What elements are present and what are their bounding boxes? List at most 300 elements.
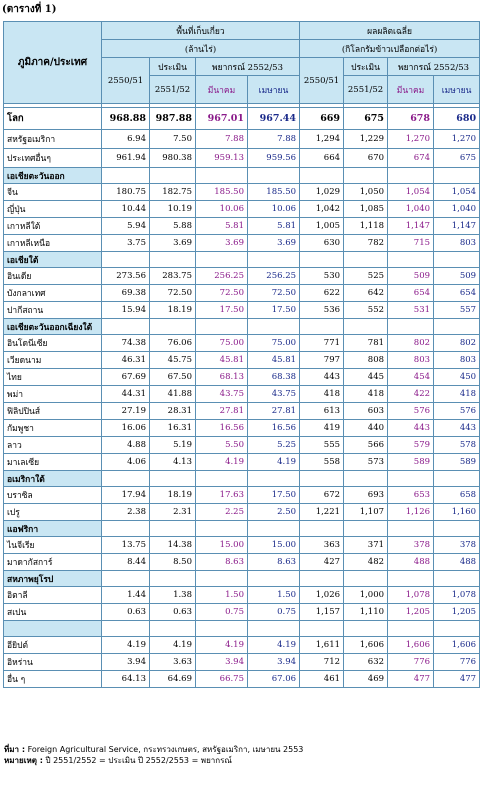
- table-row: [4, 654, 480, 671]
- cell-a2: 76.06: [150, 335, 196, 352]
- cell-a1: 74.38: [102, 335, 150, 352]
- cell-y4: 1,205: [434, 604, 480, 621]
- region-row: [4, 252, 480, 268]
- cell-a3: 43.75: [196, 386, 248, 403]
- cell-a3: 3.94: [196, 654, 248, 671]
- cell-a1: 16.06: [102, 420, 150, 437]
- cell-y4: 557: [434, 302, 480, 319]
- region-row: [4, 471, 480, 487]
- table-caption: (ตารางที่ 1): [2, 4, 57, 15]
- cell-y3: 589: [388, 454, 434, 471]
- cell-a2: 1.38: [150, 587, 196, 604]
- cell-a4: 3.94: [248, 654, 300, 671]
- cell-y1: 1,029: [300, 184, 344, 201]
- cell-y4: 675: [434, 149, 480, 168]
- cell-a4: 27.81: [248, 403, 300, 420]
- cell-y3: 715: [388, 235, 434, 252]
- area-unit-header: (ล้านไร่): [102, 40, 300, 58]
- cell-y1: 427: [300, 554, 344, 571]
- yield-group-header: ผลผลิตเฉลี่ย: [300, 22, 480, 40]
- cell-a2: 16.31: [150, 420, 196, 437]
- cell-a3: 4.19: [196, 637, 248, 654]
- country-name: เกาหลีเหนือ: [4, 235, 102, 252]
- cell-a3: 17.63: [196, 487, 248, 504]
- area-group-header: พื้นที่เก็บเกี่ยว: [102, 22, 300, 40]
- table-row: [4, 130, 480, 149]
- cell-a2: 980.38: [150, 149, 196, 168]
- country-name: อื่น ๆ: [4, 671, 102, 688]
- cell-y3: 803: [388, 352, 434, 369]
- rice-data-table: [3, 21, 480, 688]
- cell-a4: 3.69: [248, 235, 300, 252]
- cell-y3: 1,147: [388, 218, 434, 235]
- cell-y2: 1,085: [344, 201, 388, 218]
- cell-a1: 67.69: [102, 369, 150, 386]
- table-row: [4, 487, 480, 504]
- cell-a2: 72.50: [150, 285, 196, 302]
- cell-a1: 273.56: [102, 268, 150, 285]
- cell-a2: 4.13: [150, 454, 196, 471]
- region-header: ภูมิภาค/ประเทศ: [4, 22, 102, 104]
- cell-y1: 797: [300, 352, 344, 369]
- cell-y1: 1,221: [300, 504, 344, 521]
- cell-a2: 5.88: [150, 218, 196, 235]
- region-row: [4, 621, 480, 637]
- cell-y2: 808: [344, 352, 388, 369]
- cell-a3: 7.88: [196, 130, 248, 149]
- cell-a2: 3.63: [150, 654, 196, 671]
- table-row: [4, 149, 480, 168]
- cell-a2: 41.88: [150, 386, 196, 403]
- cell-a2: 18.19: [150, 302, 196, 319]
- country-name: ฟิลิปปินส์: [4, 403, 102, 420]
- cell-y3: 1,126: [388, 504, 434, 521]
- cell-a1: 8.44: [102, 554, 150, 571]
- cell-y2: 525: [344, 268, 388, 285]
- cell-y3: 1,270: [388, 130, 434, 149]
- year2-header: 2551/52: [150, 76, 196, 104]
- country-name: โลก: [4, 108, 102, 130]
- cell-a2: 2.31: [150, 504, 196, 521]
- cell-a3: 10.06: [196, 201, 248, 218]
- cell-a1: 961.94: [102, 149, 150, 168]
- cell-a1: 4.06: [102, 454, 150, 471]
- cell-y4: 450: [434, 369, 480, 386]
- country-name: ประเทศอื่นๆ: [4, 149, 102, 168]
- table-row: [4, 537, 480, 554]
- cell-y2: 440: [344, 420, 388, 437]
- cell-y2: 603: [344, 403, 388, 420]
- cell-y2: 675: [344, 108, 388, 130]
- cell-a4: 5.25: [248, 437, 300, 454]
- cell-y2: 1,050: [344, 184, 388, 201]
- cell-a2: 64.69: [150, 671, 196, 688]
- country-name: ปากีสถาน: [4, 302, 102, 319]
- cell-y3: 1,040: [388, 201, 434, 218]
- cell-y1: 558: [300, 454, 344, 471]
- cell-a3: 5.50: [196, 437, 248, 454]
- cell-y4: 654: [434, 285, 480, 302]
- cell-a4: 185.50: [248, 184, 300, 201]
- cell-a4: 45.81: [248, 352, 300, 369]
- cell-a2: 45.75: [150, 352, 196, 369]
- cell-a4: 75.00: [248, 335, 300, 352]
- cell-a4: 2.50: [248, 504, 300, 521]
- region-row: [4, 521, 480, 537]
- table-row: [4, 268, 480, 285]
- cell-a2: 987.88: [150, 108, 196, 130]
- country-name: อินเดีย: [4, 268, 102, 285]
- cell-y2: 693: [344, 487, 388, 504]
- cell-a3: 2.25: [196, 504, 248, 521]
- cell-a3: 0.75: [196, 604, 248, 621]
- cell-a3: 15.00: [196, 537, 248, 554]
- cell-y1: 664: [300, 149, 344, 168]
- cell-y2: 670: [344, 149, 388, 168]
- cell-y4: 589: [434, 454, 480, 471]
- table-row: [4, 352, 480, 369]
- cell-a3: 5.81: [196, 218, 248, 235]
- cell-y4: 1,147: [434, 218, 480, 235]
- cell-a1: 15.94: [102, 302, 150, 319]
- cell-a1: 10.44: [102, 201, 150, 218]
- cell-y1: 555: [300, 437, 344, 454]
- cell-y1: 419: [300, 420, 344, 437]
- table-row: [4, 637, 480, 654]
- source-text: Foreign Agricultural Service, กระทรวงเกษตร, สหรัฐอเมริกา, เมษายน 2553: [27, 745, 304, 754]
- cell-y3: 531: [388, 302, 434, 319]
- cell-y3: 1,606: [388, 637, 434, 654]
- country-name: บังกลาเทศ: [4, 285, 102, 302]
- table-row: [4, 437, 480, 454]
- cell-a4: 7.88: [248, 130, 300, 149]
- cell-y3: 454: [388, 369, 434, 386]
- cell-a3: 66.75: [196, 671, 248, 688]
- cell-a4: 15.00: [248, 537, 300, 554]
- cell-y3: 1,078: [388, 587, 434, 604]
- year1-header: 2550/51: [102, 58, 150, 104]
- cell-y2: 445: [344, 369, 388, 386]
- cell-y1: 622: [300, 285, 344, 302]
- cell-a4: 67.06: [248, 671, 300, 688]
- cell-y1: 1,611: [300, 637, 344, 654]
- cell-y4: 803: [434, 352, 480, 369]
- cell-a3: 75.00: [196, 335, 248, 352]
- cell-y2: 1,229: [344, 130, 388, 149]
- cell-y1: 1,042: [300, 201, 344, 218]
- note-label: หมายเหตุ :: [4, 756, 43, 765]
- cell-a1: 64.13: [102, 671, 150, 688]
- cell-y1: 461: [300, 671, 344, 688]
- country-name: ไนจีเรีย: [4, 537, 102, 554]
- cell-a4: 43.75: [248, 386, 300, 403]
- cell-y4: 578: [434, 437, 480, 454]
- cell-y3: 674: [388, 149, 434, 168]
- country-name: กัมพูชา: [4, 420, 102, 437]
- cell-a4: 1.50: [248, 587, 300, 604]
- cell-y3: 678: [388, 108, 434, 130]
- table-row: [4, 302, 480, 319]
- country-name: ญี่ปุ่น: [4, 201, 102, 218]
- region-row: [4, 319, 480, 335]
- cell-y2: 1,000: [344, 587, 388, 604]
- cell-a4: 17.50: [248, 302, 300, 319]
- cell-a1: 180.75: [102, 184, 150, 201]
- table-row: [4, 604, 480, 621]
- cell-a1: 0.63: [102, 604, 150, 621]
- cell-y3: 509: [388, 268, 434, 285]
- cell-y4: 378: [434, 537, 480, 554]
- cell-a2: 18.19: [150, 487, 196, 504]
- cell-a4: 68.38: [248, 369, 300, 386]
- cell-a1: 968.88: [102, 108, 150, 130]
- cell-a2: 8.50: [150, 554, 196, 571]
- table-row: [4, 504, 480, 521]
- cell-y1: 672: [300, 487, 344, 504]
- country-name: สเปน: [4, 604, 102, 621]
- cell-y2: 781: [344, 335, 388, 352]
- cell-a2: 5.19: [150, 437, 196, 454]
- cell-y4: 509: [434, 268, 480, 285]
- cell-a3: 45.81: [196, 352, 248, 369]
- table-row: [4, 285, 480, 302]
- cell-y3: 654: [388, 285, 434, 302]
- table-row: [4, 671, 480, 688]
- cell-a3: 17.50: [196, 302, 248, 319]
- table-row: [4, 587, 480, 604]
- cell-y2: 632: [344, 654, 388, 671]
- cell-y2: 1,118: [344, 218, 388, 235]
- region-title: เอเชียใต้: [4, 252, 102, 268]
- cell-a2: 14.38: [150, 537, 196, 554]
- cell-y3: 576: [388, 403, 434, 420]
- cell-y4: 1,078: [434, 587, 480, 604]
- cell-y4: 1,270: [434, 130, 480, 149]
- cell-y1: 1,294: [300, 130, 344, 149]
- cell-y2: 1,606: [344, 637, 388, 654]
- cell-y1: 443: [300, 369, 344, 386]
- country-name: มาเลเซีย: [4, 454, 102, 471]
- table-row: [4, 335, 480, 352]
- cell-a2: 4.19: [150, 637, 196, 654]
- country-name: ไทย: [4, 369, 102, 386]
- cell-y1: 418: [300, 386, 344, 403]
- cell-a1: 2.38: [102, 504, 150, 521]
- cell-y2: 566: [344, 437, 388, 454]
- cell-y3: 488: [388, 554, 434, 571]
- region-title: เอเชียตะวันออก: [4, 168, 102, 184]
- yield-unit-header: (กิโลกรัมข้าวเปลือกต่อไร่): [300, 40, 480, 58]
- cell-y1: 530: [300, 268, 344, 285]
- cell-a2: 10.19: [150, 201, 196, 218]
- cell-a3: 27.81: [196, 403, 248, 420]
- cell-y1: 771: [300, 335, 344, 352]
- cell-a3: 16.56: [196, 420, 248, 437]
- region-row: [4, 571, 480, 587]
- source-label: ที่มา :: [4, 745, 26, 754]
- march-header: มีนาคม: [196, 76, 248, 104]
- cell-y3: 1,205: [388, 604, 434, 621]
- table-row: [4, 218, 480, 235]
- cell-y1: 630: [300, 235, 344, 252]
- cell-a4: 4.19: [248, 454, 300, 471]
- region-title: แอฟริกา: [4, 521, 102, 537]
- cell-a3: 967.01: [196, 108, 248, 130]
- cell-a3: 8.63: [196, 554, 248, 571]
- year2-header: 2551/52: [344, 76, 388, 104]
- country-name: อียิปต์: [4, 637, 102, 654]
- cell-y4: 418: [434, 386, 480, 403]
- cell-y2: 642: [344, 285, 388, 302]
- table-row: [4, 369, 480, 386]
- cell-a4: 17.50: [248, 487, 300, 504]
- cell-y3: 378: [388, 537, 434, 554]
- table-row: [4, 403, 480, 420]
- cell-y2: 418: [344, 386, 388, 403]
- cell-y4: 1,040: [434, 201, 480, 218]
- country-name: จีน: [4, 184, 102, 201]
- cell-y4: 802: [434, 335, 480, 352]
- cell-y4: 658: [434, 487, 480, 504]
- cell-a4: 5.81: [248, 218, 300, 235]
- cell-a1: 4.88: [102, 437, 150, 454]
- cell-y1: 613: [300, 403, 344, 420]
- cell-a2: 7.50: [150, 130, 196, 149]
- cell-y2: 782: [344, 235, 388, 252]
- country-name: เปรู: [4, 504, 102, 521]
- cell-a1: 44.31: [102, 386, 150, 403]
- cell-a3: 185.50: [196, 184, 248, 201]
- cell-a3: 3.69: [196, 235, 248, 252]
- april-header: เมษายน: [248, 76, 300, 104]
- country-name: อิหร่าน: [4, 654, 102, 671]
- cell-a4: 256.25: [248, 268, 300, 285]
- cell-y2: 573: [344, 454, 388, 471]
- cell-y2: 1,110: [344, 604, 388, 621]
- cell-a3: 1.50: [196, 587, 248, 604]
- cell-a1: 17.94: [102, 487, 150, 504]
- cell-a1: 13.75: [102, 537, 150, 554]
- cell-a2: 0.63: [150, 604, 196, 621]
- april-header: เมษายน: [434, 76, 480, 104]
- cell-y4: 680: [434, 108, 480, 130]
- table-row: [4, 554, 480, 571]
- table-row: [4, 386, 480, 403]
- region-title: สหภาพยุโรป: [4, 571, 102, 587]
- cell-y1: 536: [300, 302, 344, 319]
- country-name: มาดากัสการ์: [4, 554, 102, 571]
- cell-a2: 67.50: [150, 369, 196, 386]
- cell-a4: 0.75: [248, 604, 300, 621]
- cell-y1: 363: [300, 537, 344, 554]
- cell-a4: 4.19: [248, 637, 300, 654]
- cell-a3: 4.19: [196, 454, 248, 471]
- cell-y4: 576: [434, 403, 480, 420]
- table-row: [4, 235, 480, 252]
- cell-y4: 488: [434, 554, 480, 571]
- note-text: ปี 2551/2552 = ประเมิน ปี 2552/2553 = พยากรณ์: [45, 756, 232, 765]
- cell-y1: 1,026: [300, 587, 344, 604]
- estimate-header: ประเมิน: [150, 58, 196, 76]
- cell-y4: 803: [434, 235, 480, 252]
- cell-y1: 1,157: [300, 604, 344, 621]
- cell-a1: 4.19: [102, 637, 150, 654]
- cell-y3: 579: [388, 437, 434, 454]
- cell-y2: 371: [344, 537, 388, 554]
- march-header: มีนาคม: [388, 76, 434, 104]
- cell-a2: 3.69: [150, 235, 196, 252]
- country-name: ลาว: [4, 437, 102, 454]
- cell-a3: 68.13: [196, 369, 248, 386]
- cell-a1: 3.94: [102, 654, 150, 671]
- forecast-header: พยากรณ์ 2552/53: [388, 58, 480, 76]
- cell-a4: 16.56: [248, 420, 300, 437]
- cell-a2: 283.75: [150, 268, 196, 285]
- table-row: [4, 454, 480, 471]
- cell-a1: 3.75: [102, 235, 150, 252]
- table-row: [4, 420, 480, 437]
- cell-a4: 959.56: [248, 149, 300, 168]
- region-row: [4, 168, 480, 184]
- cell-y3: 802: [388, 335, 434, 352]
- region-title: อเมริกาใต้: [4, 471, 102, 487]
- estimate-header: ประเมิน: [344, 58, 388, 76]
- country-name: อิตาลี: [4, 587, 102, 604]
- cell-a2: 182.75: [150, 184, 196, 201]
- country-name: เกาหลีใต้: [4, 218, 102, 235]
- country-name: พม่า: [4, 386, 102, 403]
- cell-y1: 1,005: [300, 218, 344, 235]
- cell-a1: 46.31: [102, 352, 150, 369]
- cell-a1: 27.19: [102, 403, 150, 420]
- cell-y4: 1,054: [434, 184, 480, 201]
- cell-a4: 72.50: [248, 285, 300, 302]
- cell-y1: 669: [300, 108, 344, 130]
- cell-a2: 28.31: [150, 403, 196, 420]
- cell-a1: 6.94: [102, 130, 150, 149]
- cell-y3: 477: [388, 671, 434, 688]
- footnote: [4, 744, 303, 766]
- cell-a3: 959.13: [196, 149, 248, 168]
- cell-y4: 477: [434, 671, 480, 688]
- region-title: [4, 621, 102, 637]
- year1-header: 2550/51: [300, 58, 344, 104]
- table-row: [4, 184, 480, 201]
- country-name: อินโดนีเซีย: [4, 335, 102, 352]
- cell-a3: 256.25: [196, 268, 248, 285]
- country-name: บราซิล: [4, 487, 102, 504]
- cell-a1: 69.38: [102, 285, 150, 302]
- cell-y4: 1,606: [434, 637, 480, 654]
- cell-y3: 653: [388, 487, 434, 504]
- cell-a1: 5.94: [102, 218, 150, 235]
- cell-y3: 422: [388, 386, 434, 403]
- cell-y2: 552: [344, 302, 388, 319]
- cell-y2: 469: [344, 671, 388, 688]
- cell-y4: 776: [434, 654, 480, 671]
- region-title: เอเชียตะวันออกเฉียงใต้: [4, 319, 102, 335]
- cell-a1: 1.44: [102, 587, 150, 604]
- cell-a4: 10.06: [248, 201, 300, 218]
- cell-y2: 482: [344, 554, 388, 571]
- cell-y4: 443: [434, 420, 480, 437]
- cell-a4: 967.44: [248, 108, 300, 130]
- table-row: [4, 108, 480, 130]
- cell-y1: 712: [300, 654, 344, 671]
- cell-y3: 1,054: [388, 184, 434, 201]
- country-name: สหรัฐอเมริกา: [4, 130, 102, 149]
- cell-y3: 776: [388, 654, 434, 671]
